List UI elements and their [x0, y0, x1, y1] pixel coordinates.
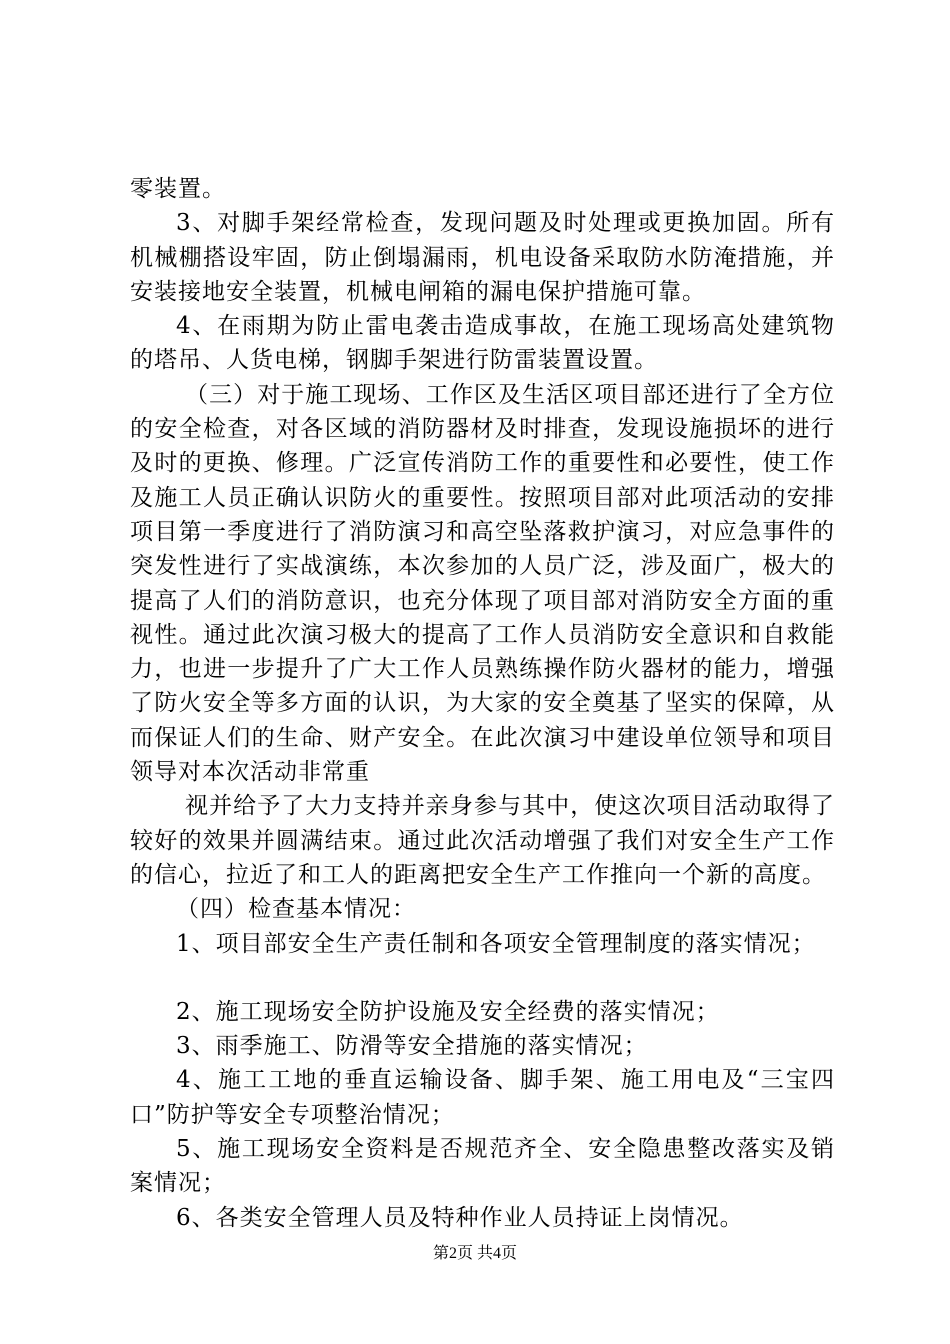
- list-item-5: 5、施工现场安全资料是否规范齐全、安全隐患整改落实及销案情况；: [130, 1136, 835, 1197]
- paragraph-section-3-continued: 视并给予了大力支持并亲身参与其中，使这次项目活动取得了较好的效果并圆满结束。通过此次活动增强了我们对安全生产工作的信心，拉近了和工人的距离把安全生产工作推向一个新的高度。: [130, 793, 835, 888]
- list-item-2: 2、施工现场安全防护设施及安全经费的落实情况；: [176, 998, 720, 1025]
- blank-line: [130, 961, 835, 995]
- list-item-3: 3、雨季施工、防滑等安全措施的落实情况；: [176, 1033, 648, 1060]
- paragraph-section-3-fire-safety: （三）对于施工现场、工作区及生活区项目部还进行了全方位的安全检查，对各区域的消防器材及时排查，发现设施损坏的进行及时的更换、修理。广泛宣传消防工作的重要性和必要性，使工作及施工人员正确认识防火的重要性。按照项目部对此项活动的安排项目第一季度进行了消防演习和高空坠落救护演习，对应急事件的突发性进行了实战演练，本次参加的人员广泛，涉及面广，极大的提高了人们的消防意识，也充分体现了项目部对消防安全方面的重视性。通过此次演习极大的提高了工作人员消防安全意识和自救能力，也进一步提升了广大工作人员熟练操作防火器材的能力，增强了防火安全等多方面的认识，为大家的安全奠基了坚实的保障，从而保证人们的生命、财产安全。在此次演习中建设单位领导和项目领导对本次活动非常重: [130, 381, 835, 786]
- list-item-1: 1、项目部安全生产责任制和各项安全管理制度的落实情况；: [176, 930, 816, 957]
- page-number-footer: 第2页 共4页: [432, 1245, 517, 1262]
- paragraph-section-4-heading: （四）检查基本情况：: [176, 896, 416, 923]
- document-body: [130, 172, 835, 1235]
- paragraph-item-3-scaffold: 3、对脚手架经常检查，发现问题及时处理或更换加固。所有机械棚搭设牢固，防止倒塌漏雨，机电设备采取防水防淹措施，并安装接地安全装置，机械电闸箱的漏电保护措施可靠。: [130, 210, 835, 305]
- paragraph-continuation: 零装置。: [130, 176, 226, 202]
- list-item-6: 6、各类安全管理人员及特种作业人员持证上岗情况。: [176, 1204, 744, 1231]
- paragraph-item-4-lightning: 4、在雨期为防止雷电袭击造成事故，在施工现场高处建筑物的塔吊、人货电梯，钢脚手架进行防雷装置设置。: [130, 313, 835, 374]
- list-item-4: 4、施工工地的垂直运输设备、脚手架、施工用电及“三宝四口”防护等安全专项整治情况；: [130, 1067, 835, 1128]
